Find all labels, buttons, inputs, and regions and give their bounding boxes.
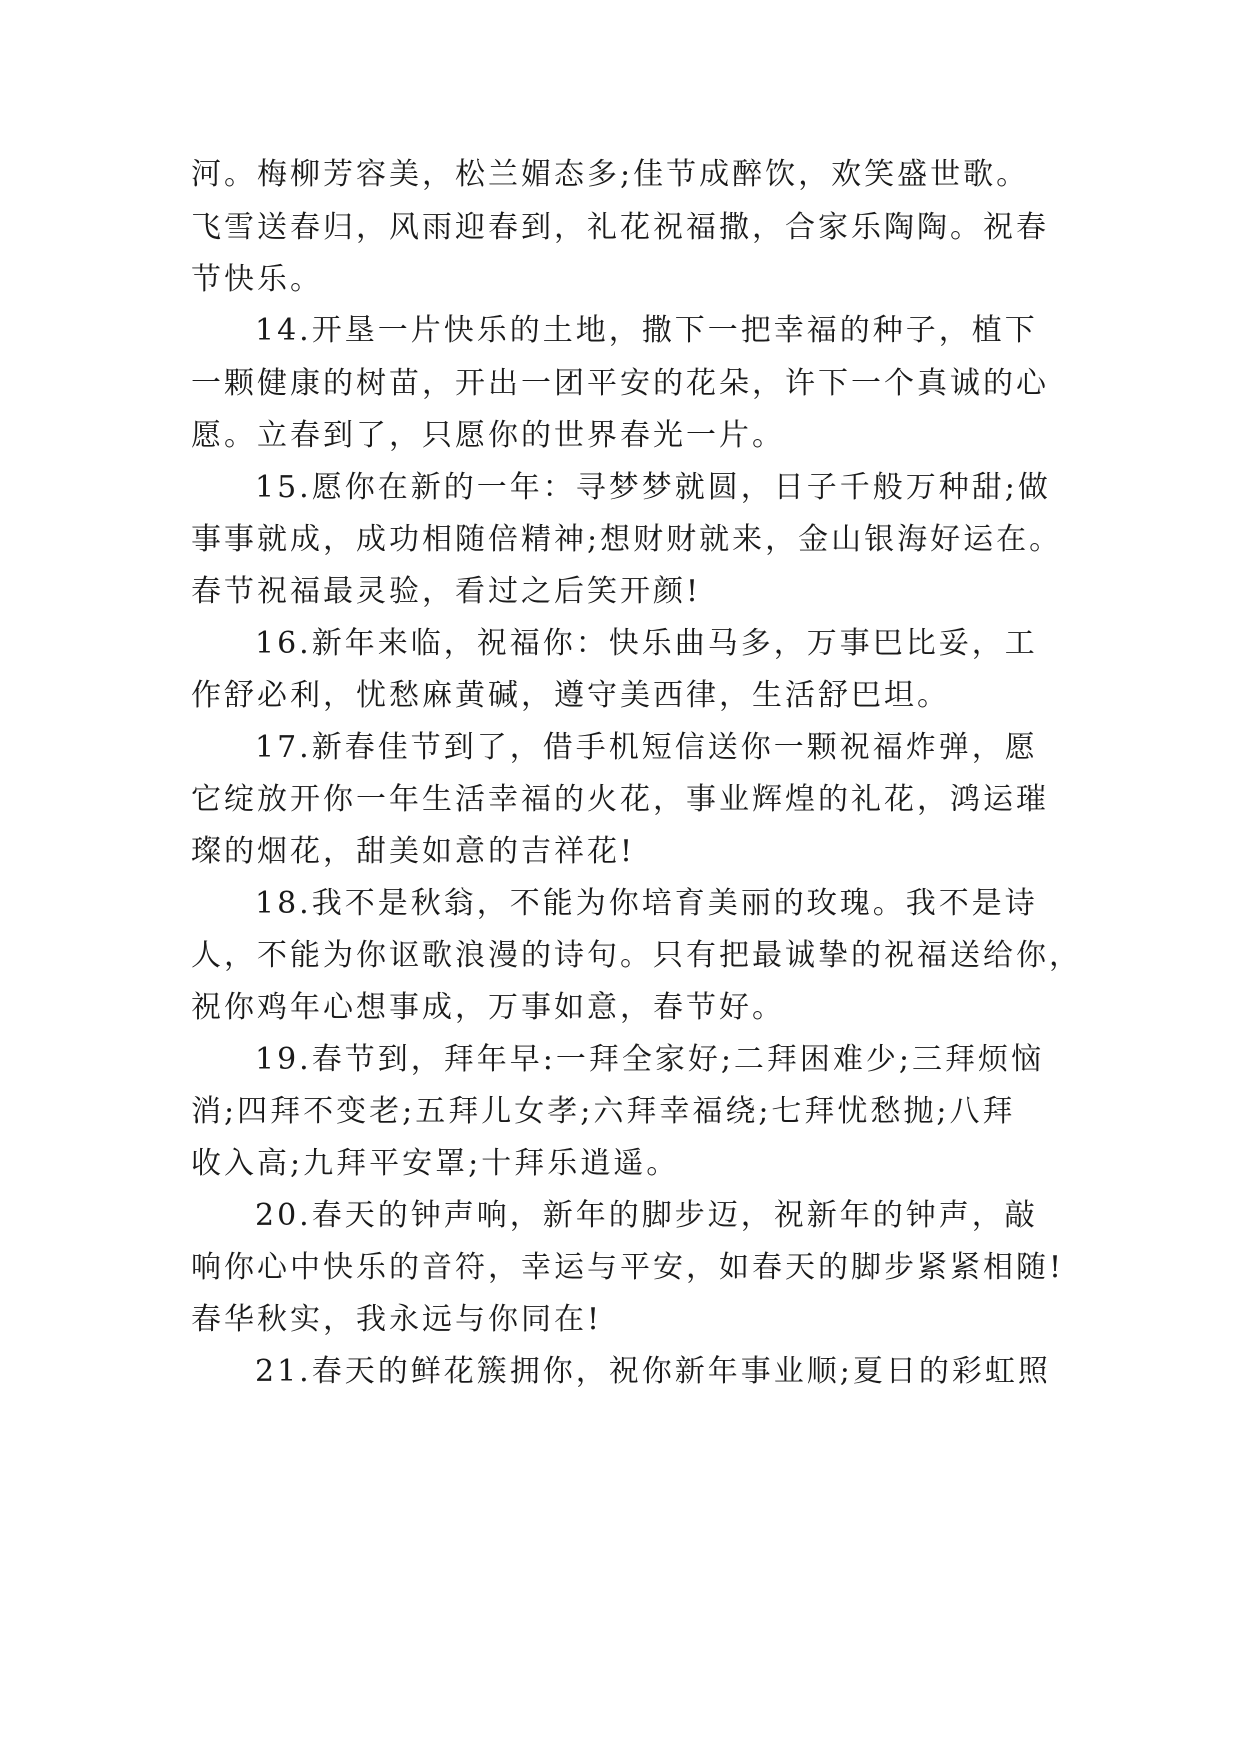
text-line: 响你心中快乐的音符，幸运与平安，如春天的脚步紧紧相随! — [191, 1250, 1065, 1285]
text-line: 事事就成，成功相随倍精神;想财财就来，金山银海好运在。 — [191, 522, 1063, 557]
item-21-first-line: 21.春天的鲜花簇拥你，祝你新年事业顺;夏日的彩虹照 — [255, 1354, 1051, 1389]
item-18-first-line: 18.我不是秋翁，不能为你培育美丽的玫瑰。我不是诗 — [255, 886, 1038, 921]
text-line: 璨的烟花，甜美如意的吉祥花! — [191, 834, 636, 869]
text-line: 飞雪送春归，风雨迎春到，礼花祝福撒，合家乐陶陶。祝春 — [191, 210, 1049, 245]
item-19-first-line: 19.春节到，拜年早:一拜全家好;二拜困难少;三拜烦恼 — [255, 1042, 1045, 1077]
text-line: 祝你鸡年心想事成，万事如意，春节好。 — [191, 990, 785, 1025]
text-line: 一颗健康的树苗，开出一团平安的花朵，许下一个真诚的心 — [191, 366, 1049, 401]
item-15-first-line: 15.愿你在新的一年：寻梦梦就圆，日子千般万种甜;做 — [255, 470, 1051, 505]
text-line: 作舒必利，忧愁麻黄碱，遵守美西律，生活舒巴坦。 — [191, 678, 950, 713]
text-line: 春华秋实，我永远与你同在! — [191, 1302, 603, 1337]
text-line: 愿。立春到了，只愿你的世界春光一片。 — [191, 418, 785, 453]
item-20-first-line: 20.春天的钟声响，新年的脚步迈，祝新年的钟声，敲 — [255, 1198, 1038, 1233]
text-line: 春节祝福最灵验，看过之后笑开颜! — [191, 574, 702, 609]
text-line: 消;四拜不变老;五拜儿女孝;六拜幸福绕;七拜忧愁抛;八拜 — [191, 1094, 1016, 1129]
text-line: 收入高;九拜平安罩;十拜乐逍遥。 — [191, 1146, 680, 1181]
item-17-first-line: 17.新春佳节到了，借手机短信送你一颗祝福炸弹，愿 — [255, 730, 1038, 765]
text-line: 人，不能为你讴歌浪漫的诗句。只有把最诚挚的祝福送给你， — [191, 938, 1082, 973]
text-line: 它绽放开你一年生活幸福的火花，事业辉煌的礼花，鸿运璀 — [191, 782, 1049, 817]
item-14-first-line: 14.开垦一片快乐的土地，撒下一把幸福的种子，植下 — [255, 313, 1038, 348]
item-16-first-line: 16.新年来临，祝福你：快乐曲马多，万事巴比妥，工 — [255, 626, 1038, 661]
text-line: 河。梅柳芳容美，松兰媚态多;佳节成醉饮，欢笑盛世歌。 — [191, 157, 1030, 192]
text-line: 节快乐。 — [191, 262, 323, 297]
